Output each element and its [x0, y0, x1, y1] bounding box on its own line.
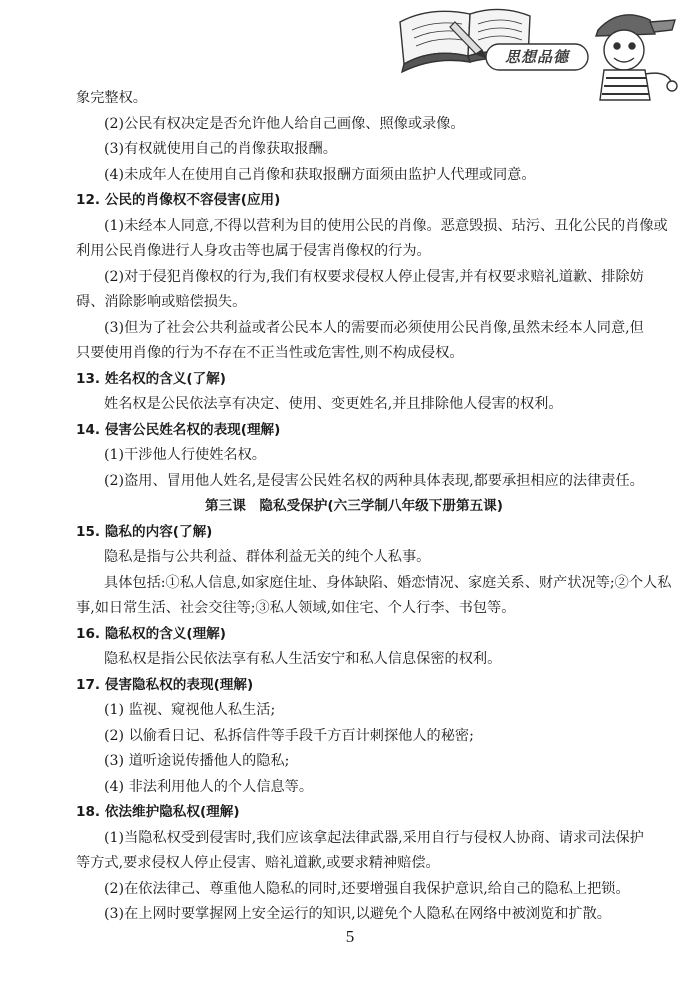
- header-title: 思想品德: [504, 48, 569, 66]
- text-line: (2)对于侵犯肖像权的行为,我们有权要求侵权人停止侵害,并有权要求赔礼道歉、排除妨: [104, 268, 644, 285]
- section-heading: 15. 隐私的内容(了解): [76, 523, 213, 540]
- text-line: (2)公民有权决定是否允许他人给自己画像、照像或录像。: [104, 115, 465, 132]
- text-line: (3)有权就使用自己的肖像获取报酬。: [104, 141, 337, 157]
- section-heading: 14. 侵害公民姓名权的表现(理解): [76, 421, 281, 438]
- text-line: 象完整权。: [76, 90, 147, 106]
- text-line: (1)未经本人同意,不得以营利为目的使用公民的肖像。恶意毁损、玷污、丑化公民的肖像或: [104, 217, 668, 234]
- text-line: (3)但为了社会公共利益或者公民本人的需要而必须使用公民肖像,虽然未经本人同意,但: [104, 319, 644, 336]
- text-line: 具体包括:①私人信息,如家庭住址、身体缺陷、婚恋情况、家庭关系、财产状况等;②个人私: [104, 574, 672, 591]
- text-line: (4)未成年人在使用自己肖像和获取报酬方面须由监护人代理或同意。: [104, 166, 536, 183]
- text-line: (3) 道听途说传播他人的隐私;: [104, 753, 290, 769]
- document-body: [76, 86, 672, 928]
- text-line: 事,如日常生活、社会交往等;③私人领域,如住宅、个人行李、书包等。: [76, 600, 516, 616]
- text-line: (2) 以偷看日记、私拆信件等手段千方百计刺探他人的秘密;: [104, 727, 474, 744]
- text-line: (1) 监视、窥视他人私生活;: [104, 702, 276, 718]
- section-heading: 12. 公民的肖像权不容侵害(应用): [76, 192, 281, 208]
- section-heading: 13. 姓名权的含义(了解): [76, 370, 226, 387]
- text-line: 隐私权是指公民依法享有私人生活安宁和私人信息保密的权利。: [104, 651, 502, 667]
- text-line: 隐私是指与公共利益、群体利益无关的纯个人私事。: [104, 549, 431, 565]
- text-line: (2)在依法律己、尊重他人隐私的同时,还要增强自我保护意识,给自己的隐私上把锁。: [104, 880, 630, 897]
- text-line: (1)干涉他人行使姓名权。: [104, 447, 266, 463]
- page-number: 5: [345, 927, 355, 946]
- section-heading: 16. 隐私权的含义(理解): [76, 625, 226, 642]
- text-line: (2)盗用、冒用他人姓名,是侵害公民姓名权的两种具体表现,都要承担相应的法律责任。: [104, 472, 644, 489]
- section-heading: 17. 侵害隐私权的表现(理解): [76, 676, 254, 693]
- text-line: 碍、消除影响或赔偿损失。: [76, 294, 247, 310]
- text-line: (3)在上网时要掌握网上安全运行的知识,以避免个人隐私在网络中被浏览和扩散。: [104, 906, 611, 922]
- text-line: 等方式,要求侵权人停止侵害、赔礼道歉,或要求精神赔偿。: [76, 855, 440, 871]
- section-heading: 18. 依法维护隐私权(理解): [76, 804, 240, 820]
- text-line: 只要使用肖像的行为不存在不正当性或危害性,则不构成侵权。: [76, 345, 464, 361]
- text-line: (4) 非法利用他人的个人信息等。: [104, 778, 314, 795]
- text-line: 利用公民肖像进行人身攻击等也属于侵害肖像权的行为。: [76, 243, 431, 259]
- text-line: 姓名权是公民依法享有决定、使用、变更姓名,并且排除他人侵害的权利。: [104, 396, 563, 412]
- text-line: (1)当隐私权受到侵害时,我们应该拿起法律武器,采用自行与侵权人协商、请求司法保护: [104, 829, 644, 846]
- lesson-title: 第三课 隐私受保护(六三学制八年级下册第五课): [205, 498, 503, 514]
